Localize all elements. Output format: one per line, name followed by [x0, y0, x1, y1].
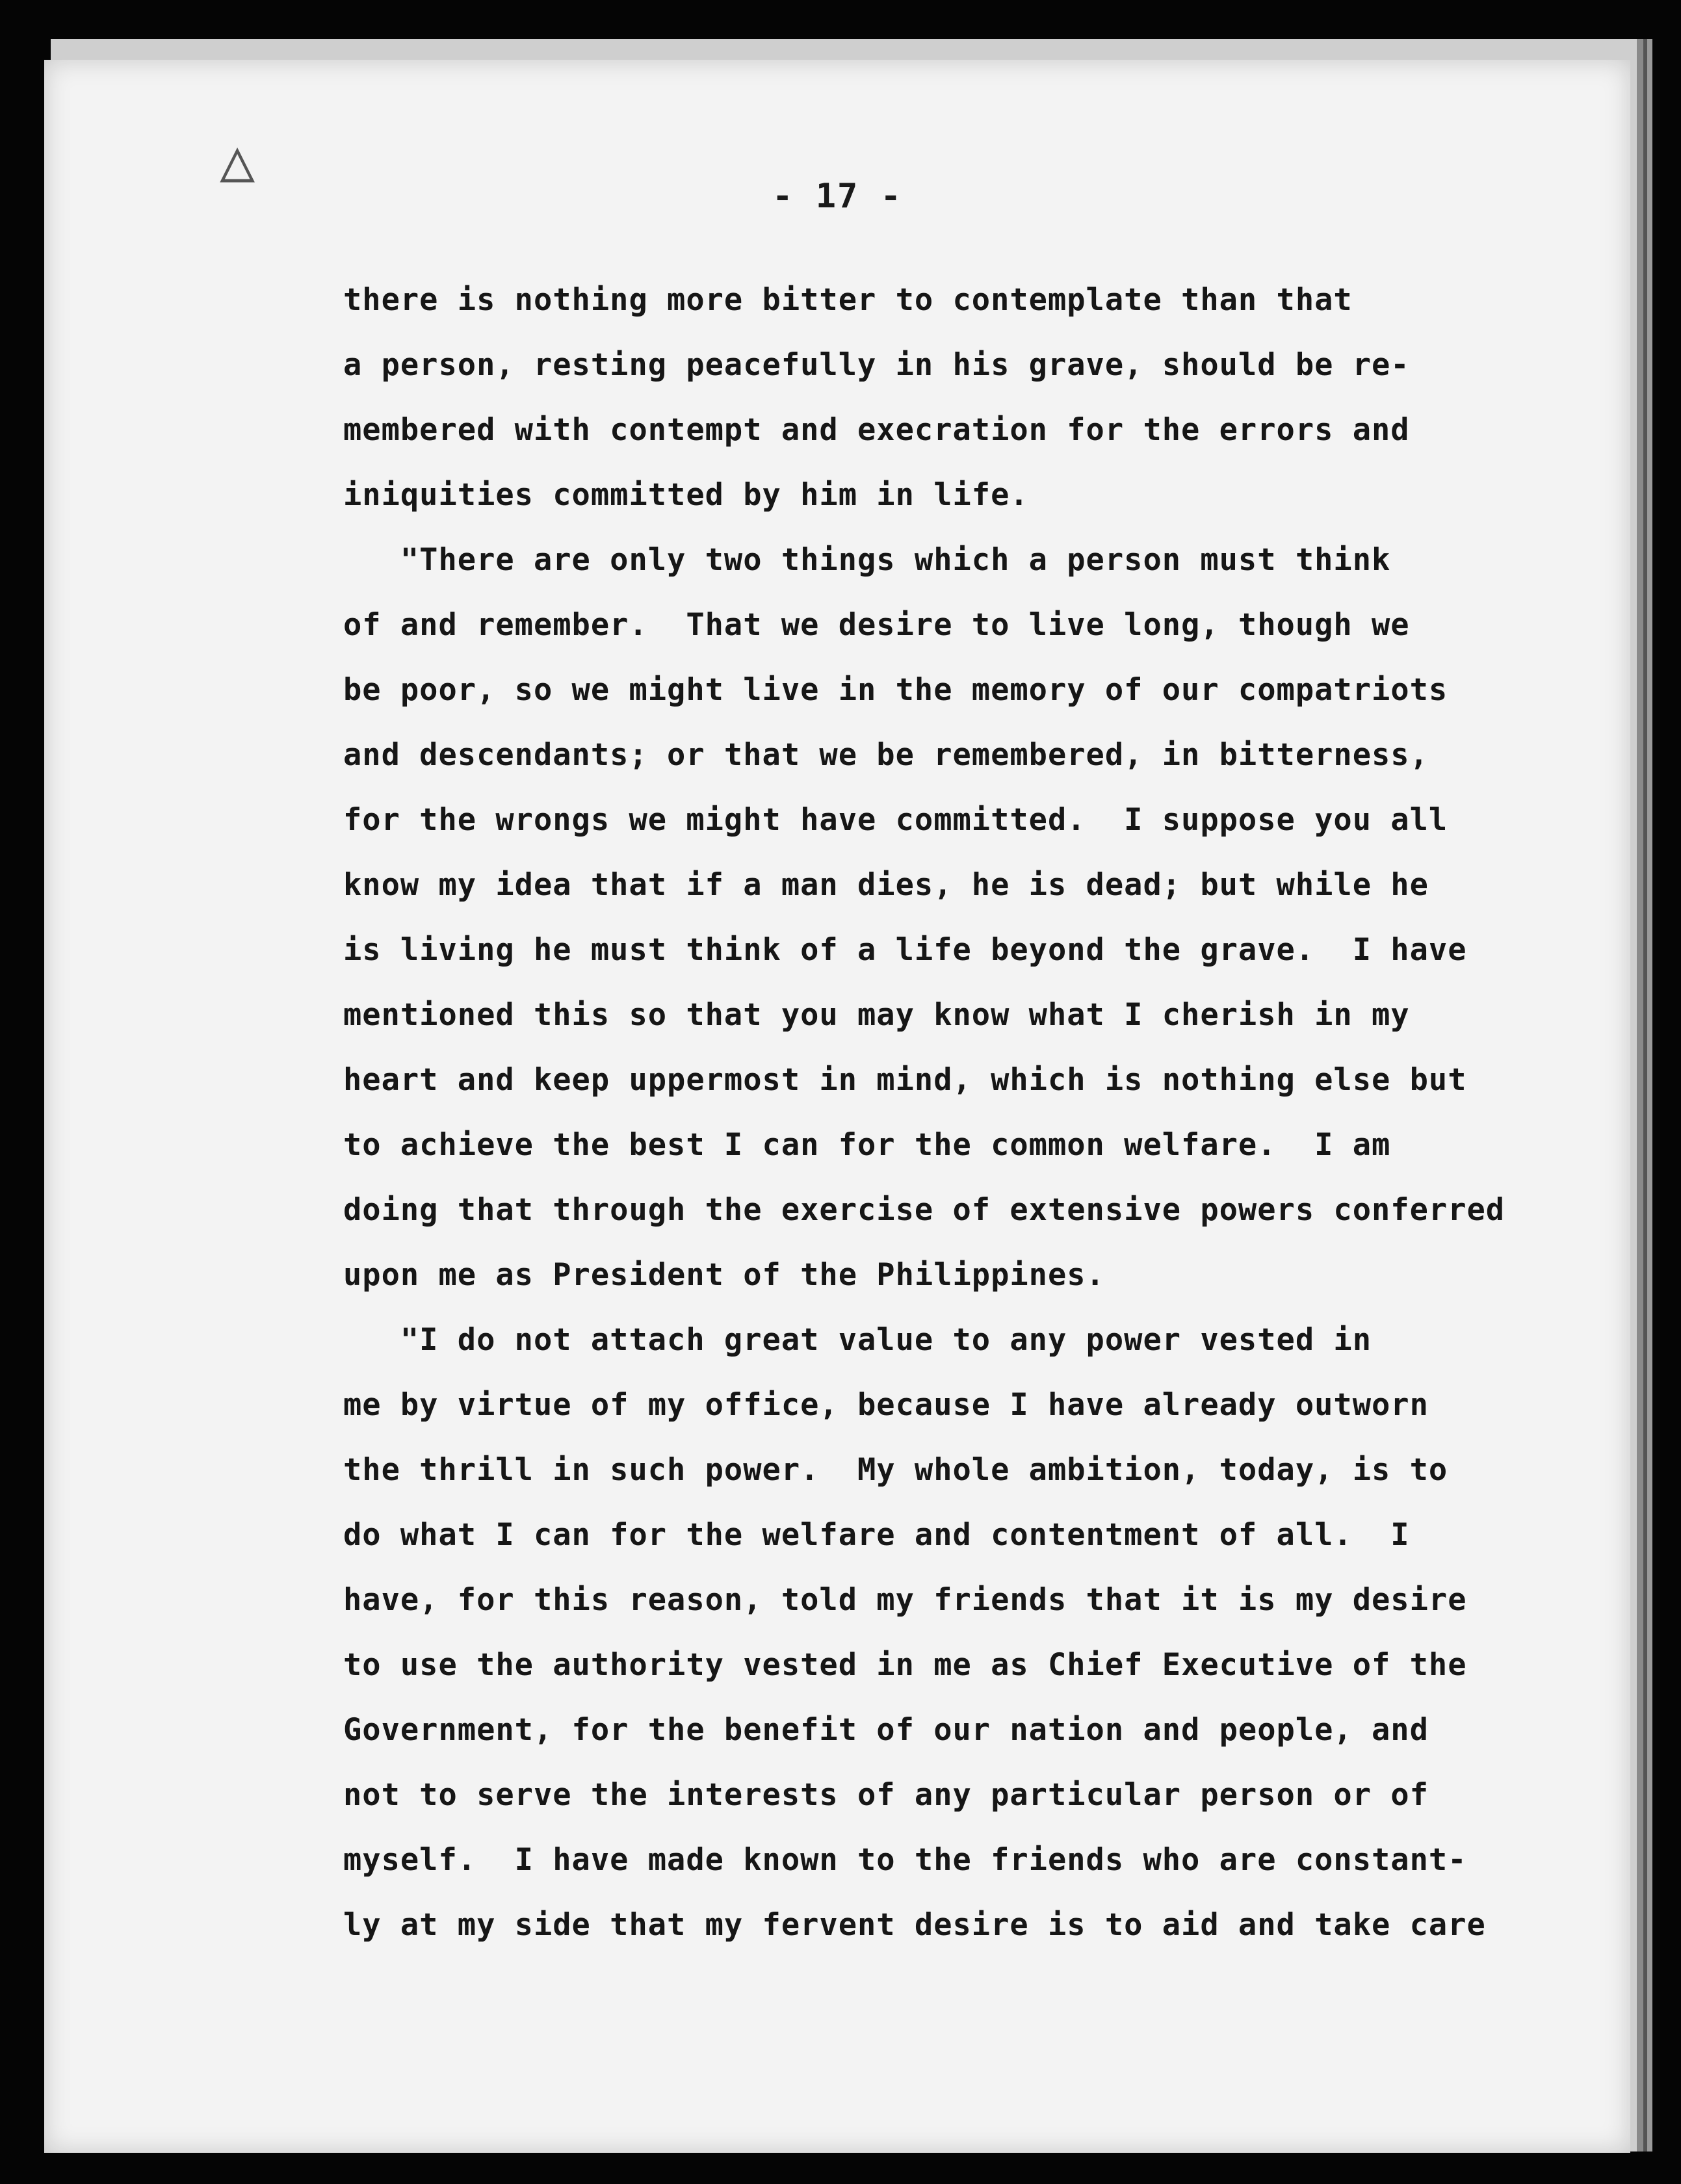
- text-line: not to serve the interests of any particular person or of: [343, 1777, 1429, 1813]
- text-line: doing that through the exercise of extensive powers conferred: [343, 1192, 1505, 1228]
- text-line: heart and keep uppermost in mind, which is nothing else but: [343, 1062, 1467, 1098]
- text-line: there is nothing more bitter to contemplate than that: [343, 282, 1353, 318]
- text-line: have, for this reason, told my friends that it is my desire: [343, 1582, 1467, 1618]
- text-line: me by virtue of my office, because I have already outworn: [343, 1387, 1429, 1423]
- text-line: to use the authority vested in me as Chief Executive of the: [343, 1647, 1467, 1683]
- text-line: "There are only two things which a person must think: [343, 542, 1391, 578]
- text-line: is living he must think of a life beyond the grave. I have: [343, 932, 1467, 968]
- text-line: upon me as President of the Philippines.: [343, 1257, 1105, 1293]
- text-line: iniquities committed by him in life.: [343, 477, 1029, 513]
- text-line: for the wrongs we might have committed. I suppose you all: [343, 802, 1448, 838]
- text-line: to achieve the best I can for the common welfare. I am: [343, 1127, 1391, 1163]
- text-line: "I do not attach great value to any power vested in: [343, 1322, 1372, 1358]
- text-line: the thrill in such power. My whole ambition, today, is to: [343, 1452, 1448, 1488]
- page-number: - 17 -: [772, 177, 902, 216]
- text-line: of and remember. That we desire to live long, though we: [343, 607, 1410, 643]
- corner-scribble-mark: △: [220, 126, 255, 194]
- text-line: do what I can for the welfare and contentment of all. I: [343, 1517, 1410, 1553]
- text-line: mentioned this so that you may know what I cherish in my: [343, 997, 1410, 1033]
- text-line: Government, for the benefit of our nation and people, and: [343, 1712, 1429, 1748]
- text-line: a person, resting peacefully in his grave, should be re-: [343, 347, 1410, 383]
- typed-text-body: [343, 268, 1578, 1958]
- text-line: myself. I have made known to the friends who are constant-: [343, 1842, 1467, 1878]
- text-line: and descendants; or that we be remembered, in bitterness,: [343, 737, 1429, 773]
- document-page: [44, 60, 1630, 2153]
- text-line: be poor, so we might live in the memory of our compatriots: [343, 672, 1448, 708]
- text-line: ly at my side that my fervent desire is to aid and take care: [343, 1907, 1486, 1943]
- text-line: membered with contempt and execration for the errors and: [343, 412, 1410, 448]
- text-line: know my idea that if a man dies, he is dead; but while he: [343, 867, 1429, 903]
